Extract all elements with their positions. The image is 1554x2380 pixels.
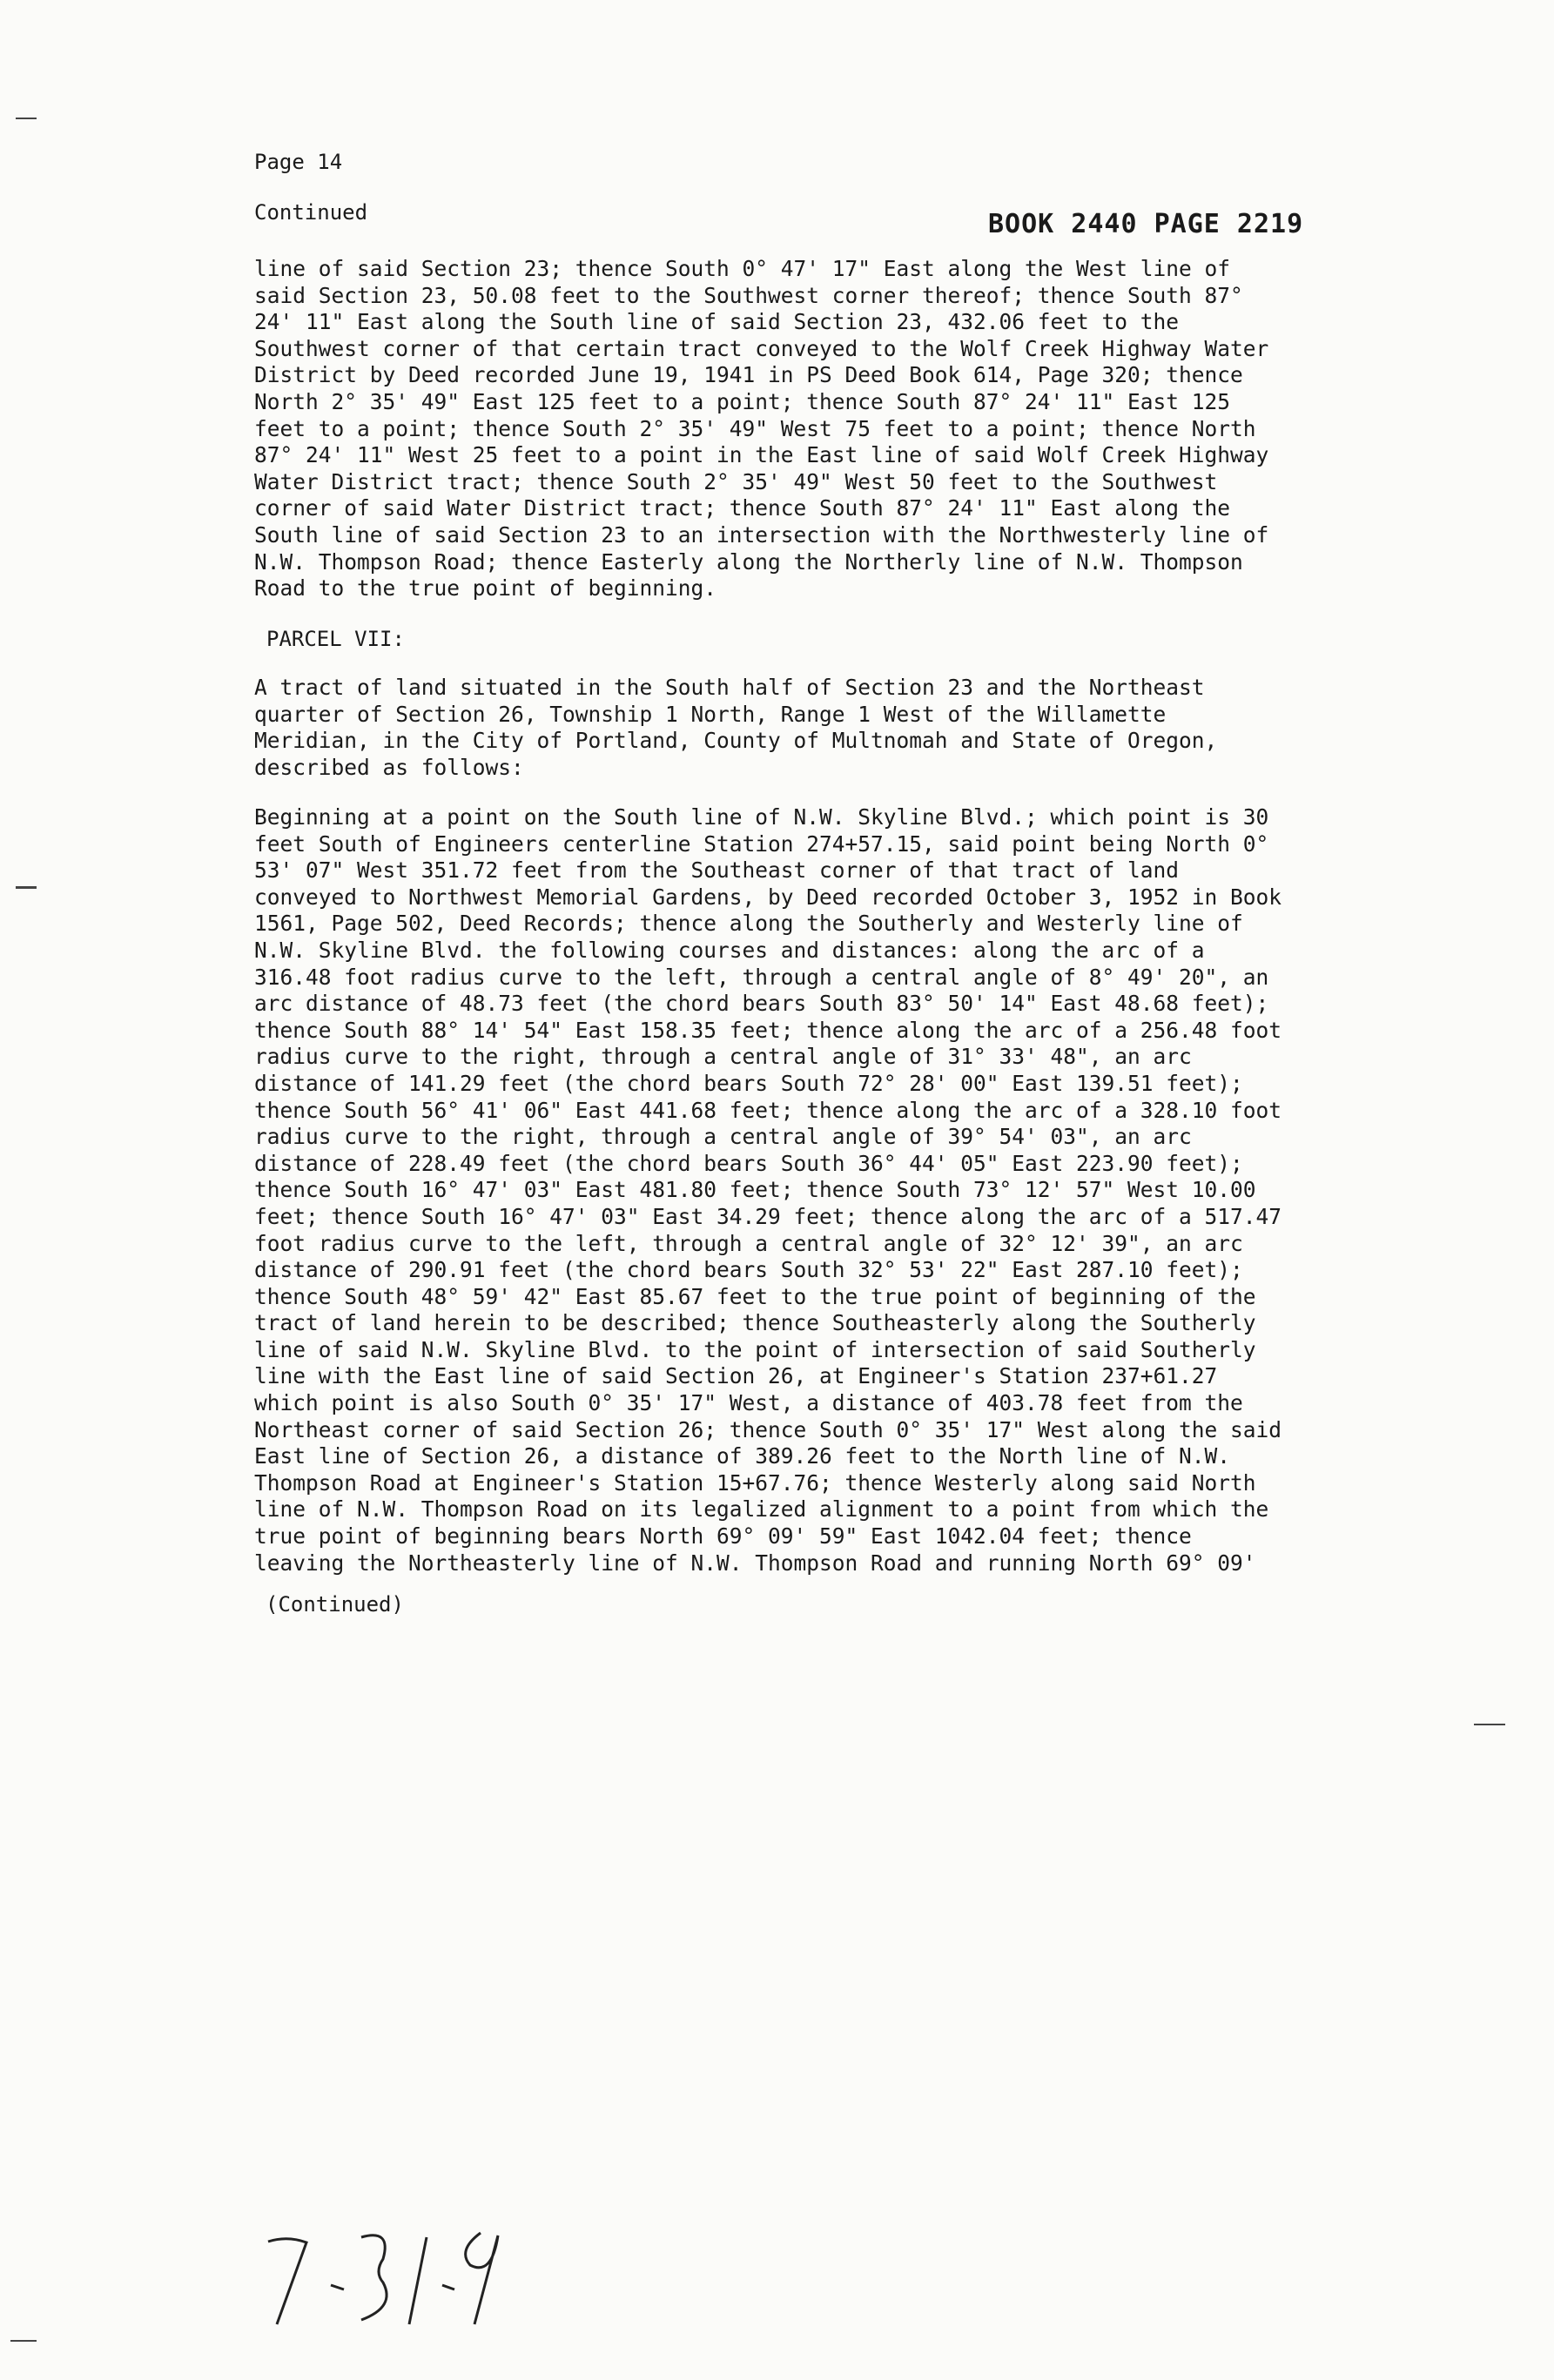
handwritten-date-signature (252, 2202, 514, 2333)
paragraph-continuation: line of said Section 23; thence South 0° 47' 17" East along the West line of said Section 23, 50.08 feet to the Southwest corner thereof; thence South 87° 24' 11" East along the South line of said Section 23, 432.06 feet to the Southwest corner of that certain tract conveyed to the Wolf Creek Highway Water District by Deed recorded June 19, 1941 in PS Deed Book 614, Page 320; thence North 2° 35' 49" East 125 feet to a point; thence South 87° 24' 11" East 125 feet to a point; thence South 2° 35' 49" West 75 feet to a point; thence North 87° 24' 11" West 25 feet to a point in the East line of said Wolf Creek Highway Water District tract; thence South 2° 35' 49" West 50 feet to the Southwest corner of said Water District tract; thence South 87° 24' 11" East along the South line of said Section 23 to an intersection with the Northwesterly line of N.W. Thompson Road; thence Easterly along the Northerly line of N.W. Thompson Road to the true point of beginning. (254, 256, 1269, 602)
paragraph-metes-and-bounds: Beginning at a point on the South line of N.W. Skyline Blvd.; which point is 30 feet South of Engineers centerline Station 274+57.15, said point being North 0° 53' 07" West 351.72 feet from the Southeast corner of that tract of land conveyed to Northwest Memorial Gardens, by Deed recorded October 3, 1952 in Book 1561, Page 502, Deed Records; thence along the Southerly and Westerly line of N.W. Skyline Blvd. the following courses and distances: along the arc of a 316.48 foot radius curve to the left, through a central angle of 8° 49' 20", an arc distance of 48.73 feet (the chord bears South 83° 50' 14" East 48.68 feet); thence South 88° 14' 54" East 158.35 feet; thence along the arc of a 256.48 foot radius curve to the right, through a central angle of 31° 33' 48", an arc distance of 141.29 feet (the chord bears South 72° 28' 00" East 139.51 feet); thence South 56° 41' 06" East 441.68 feet; thence along the arc of a 328.10 foot radius curve to the right, through a central angle of 39° 54' 03", an arc distance of 228.49 feet (the chord bears South 36° 44' 05" East 223.90 feet); thence South 16° 47' 03" East 481.80 feet; thence South 73° 12' 57" West 10.00 feet; thence South 16° 47' 03" East 34.29 feet; thence along the arc of a 517.47 foot radius curve to the left, through a central angle of 32° 12' 39", an arc distance of 290.91 feet (the chord bears South 32° 53' 22" East 287.10 feet); thence South 48° 59' 42" East 85.67 feet to the true point of beginning of the tract of land herein to be described; thence Southeasterly along the Southerly line of said N.W. Skyline Blvd. to the point of intersection of said Southerly line with the East line of said Section 26, at Engineer's Station 237+61.27 which point is also South 0° 35' 17" West, a distance of 403.78 feet from the Northeast corner of said Section 26; thence South 0° 35' 17" West along the said East line of Section 26, a distance of 389.26 feet to the North line of N.W. Thompson Road at Engineer's Station 15+67.76; thence Westerly along said North line of N.W. Thompson Road on its legalized alignment to a point from which the true point of beginning bears North 69° 09' 59" East 1042.04 feet; thence leaving the Northeasterly line of N.W. Thompson Road and running North 69° 09' (254, 804, 1282, 1576)
scan-edge-mark (10, 2340, 37, 2342)
continued-label: Continued (254, 200, 368, 225)
book-page-stamp: BOOK 2440 PAGE 2219 (988, 209, 1304, 239)
scan-edge-mark (16, 886, 37, 889)
paragraph-tract-description: A tract of land situated in the South half of Section 23 and the Northeast quarter of Section 26, Township 1 North, Range 1 West of the Willamette Meridian, in the City of Portland, County of Multnomah and State of Oregon, described as follows: (254, 675, 1218, 780)
parcel-heading: PARCEL VII: (266, 627, 405, 651)
scan-edge-mark (1474, 1724, 1505, 1725)
page-number: Page 14 (254, 150, 343, 174)
scan-edge-mark (16, 118, 37, 119)
continued-footer: (Continued) (266, 1592, 404, 1617)
